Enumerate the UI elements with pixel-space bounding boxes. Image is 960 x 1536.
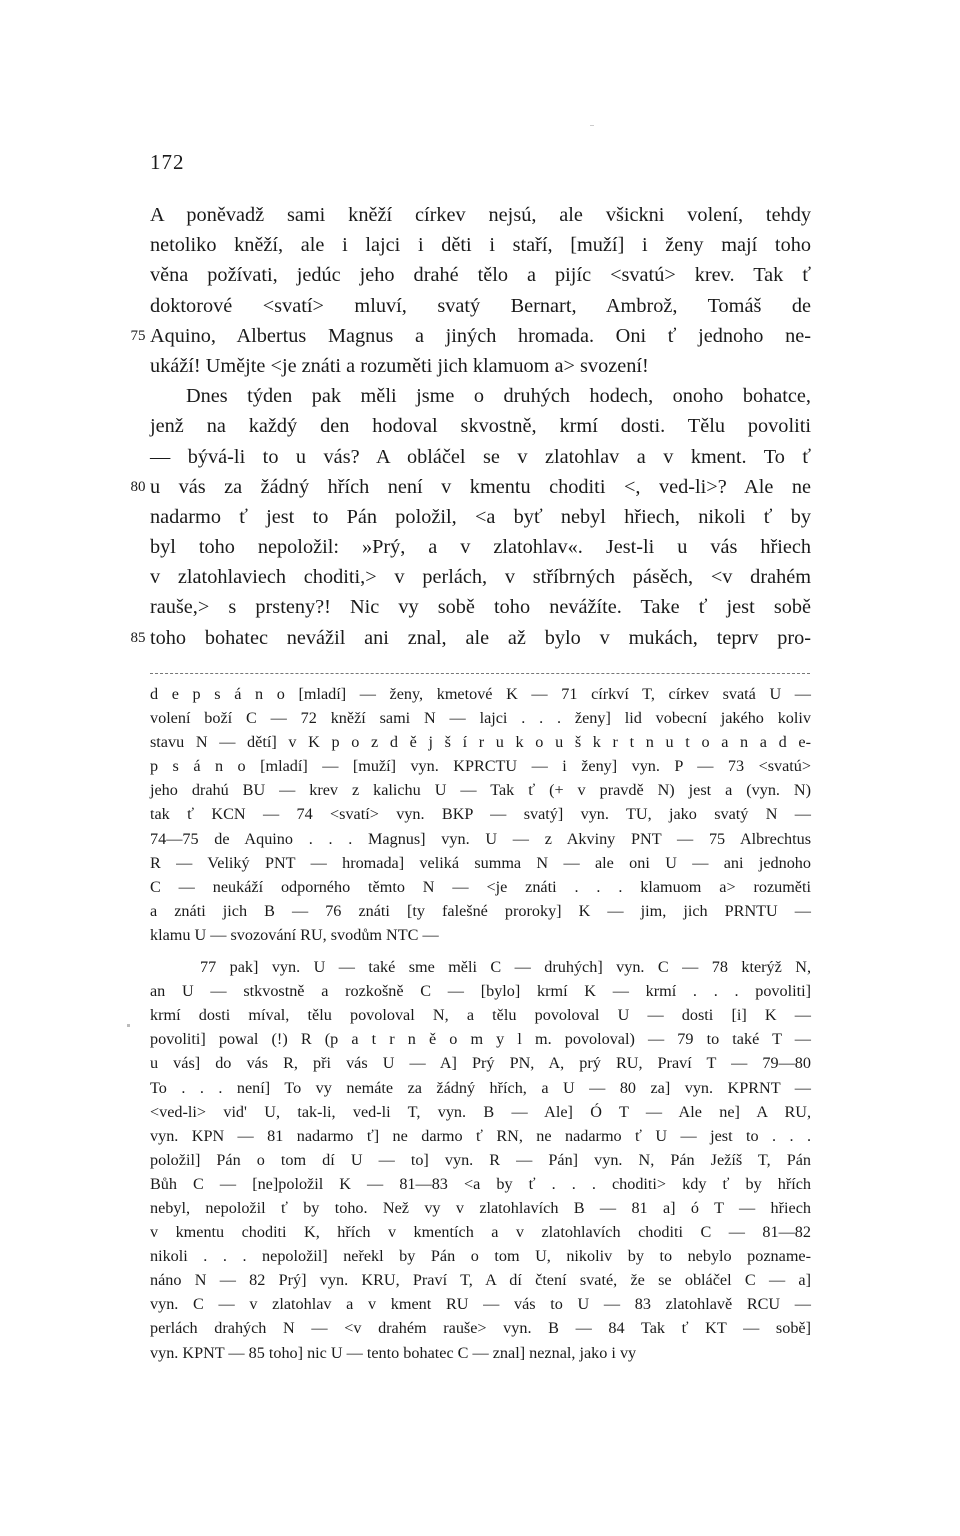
note-line: C — neukáží odporného těmto N — <je znáti . . . klamuom a> rozuměti	[150, 877, 811, 896]
notes-divider	[150, 673, 810, 674]
note-line: <ved-li> vid' U, tak-li, ved-li T, vyn. B — Ale] Ó T — Ale ne] A RU,	[150, 1102, 811, 1121]
note-line: v kmentu choditi K, hřích v kmentích a v zlatohlavích choditi C — 81—82	[150, 1223, 811, 1242]
main-line-text: Aquino, Albertus Magnus a jiných hromada. Oni ť jednoho ne-	[150, 324, 811, 347]
main-line	[150, 230, 811, 260]
main-line	[130, 472, 811, 502]
main-line	[150, 532, 811, 562]
note-line: vyn. KPN — 81 nadarmo ť] ne darmo ť RN, ne nadarmo ť U — jest to . . .	[150, 1126, 811, 1145]
note-line: 74—75 de Aquino . . . Magnus] vyn. U — z Akviny PNT — 75 Albrechtus	[150, 829, 811, 848]
note-line: klamu U — svozování RU, svodům NTC —	[150, 925, 439, 944]
note-line: vyn. KPNT — 85 toho] nic U — tento bohatec C — znal] neznal, jako i vy	[150, 1343, 637, 1362]
main-line	[150, 411, 811, 441]
main-line	[150, 260, 811, 290]
main-line	[150, 200, 811, 230]
note-line: an U — stkvostně a rozkošně C — [bylo] krmí K — krmí . . . povoliti]	[150, 982, 811, 1001]
note-line: 77 pak] vyn. U — také sme měli C — druhých] vyn. C — 78 kterýž N,	[200, 958, 811, 977]
main-line	[150, 381, 811, 411]
note-line: nikoli . . . nepoložil] neřekl by Pán o tom U, nikoliv by to nebylo poznamе-	[150, 1247, 811, 1266]
note-line: d e p s á n o [mladí] — ženy, kmetové K — 71 církví T, církev svatá U —	[150, 685, 811, 703]
note-line: náno N — 82 Prý] vyn. KRU, Praví T, A dí čtení svaté, že se obláčel C — a]	[150, 1271, 811, 1290]
scan-mark	[590, 125, 594, 126]
line-number: 85	[130, 629, 146, 646]
main-line-text: rauše,> s prsteny?! Nic vy sobě toho nevážíte. Take ť jest sobě	[150, 596, 811, 619]
main-line	[130, 321, 811, 351]
main-line	[150, 291, 811, 321]
main-line-text: nadarmo ť jest to Pán položil, <a byť nebyl hřiech, nikoli ť by	[150, 505, 811, 528]
main-line-text: toho bohatec nevážil ani znal, ale až bylo v mukách, teprv pro-	[150, 626, 811, 649]
notes-gap	[150, 947, 811, 955]
note-line: perlách drahých N — <v drahém rauše> vyn. B — 84 Tak ť KT — sobě]	[150, 1319, 811, 1338]
note-line: To . . . není] To vy nemáte za žádný hřích, a U — 80 za] vyn. KPRNT —	[150, 1078, 811, 1097]
note-line: jeho drahú BU — krev z kalichu U — Tak ť (+ v pravdě N) jest a (vyn. N)	[150, 781, 811, 800]
main-line-text: jenž na každý den hodoval skvostně, krmí dosti. Tělu povoliti	[150, 415, 811, 438]
note-line: vyn. C — v zlatohlav a v kment RU — vás to U — 83 zlatohlavě RCU —	[150, 1295, 811, 1314]
main-line-text: věna požívati, jedúc jeho drahé tělo a pijíc <svatú> krev. Tak ť	[150, 264, 811, 287]
main-line	[150, 442, 811, 472]
main-line-text: ukáží! Umějte <je znáti a rozuměti jich klamuom a> svození!	[150, 354, 649, 377]
main-line-text: byl toho nepoložil: »Prý, a v zlatohlav«. Jest-li u vás hřiech	[150, 536, 811, 559]
main-line	[150, 562, 811, 592]
note-line: krmí dosti míval, tělu povoloval N, a tělu povoloval U — dosti [i] K —	[150, 1006, 811, 1025]
main-line	[150, 351, 811, 381]
main-line-text: — bývá-li to u vás? A obláčel se v zlatohlav a v kment. To ť	[150, 445, 811, 468]
note-line: nebyl, nepoložil ť by toho. Než vy v zlatohlavích B — 81 a] ó T — hřiech	[150, 1198, 811, 1217]
main-line-text: u vás za žádný hřích není v kmentu choditi <, ved-li>? Ale ne	[150, 475, 811, 498]
main-text	[130, 200, 811, 653]
main-line	[150, 502, 811, 532]
main-line-text: v zlatohlaviech choditi,> v perlách, v stříbrných pásěch, <v drahém	[150, 566, 811, 589]
note-line: stavu N — dětí] v K p o z d ě j š í r u k o u š k r t n u t o a n a d e-	[150, 733, 811, 752]
main-line-text: Dnes týden pak měli jsme o druhých hodech, onoho bohatce,	[186, 385, 811, 408]
line-number: 80	[130, 478, 146, 495]
note-line: položil] Pán o tom dí U — to] vyn. R — Pán] vyn. N, Pán Ježíš T, Pán	[150, 1150, 811, 1169]
note-line: tak ť KCN — 74 <svatí> vyn. BKP — svatý] vyn. TU, jako svatý N —	[150, 805, 811, 824]
note-line: a znáti jich B — 76 znáti [ty falešné proroky] K — jim, jich PRNTU —	[150, 901, 811, 920]
main-line-text: doktorové <svatí> mluví, svatý Bernart, Ambrož, Tomáš de	[150, 294, 811, 317]
critical-apparatus	[150, 682, 811, 1365]
note-line: u vás] do vás R, při vás U — A] Prý PN, A, prý RU, Praví T — 79—80	[150, 1054, 811, 1073]
note-line: povoliti] powal (!) R (p a t r n ě o m y l m. povoloval) — 79 to také T —	[150, 1030, 811, 1049]
main-line	[150, 592, 811, 622]
note-line: Bůh C — [ne]položil K — 81—83 <a by ť . . . choditi> kdy ť by hřích	[150, 1174, 811, 1193]
note-line: volení boží C — 72 kněží sami N — lajci . . . ženy] lid vobecní jakého koliv	[150, 709, 811, 728]
main-line	[130, 623, 811, 653]
line-number: 75	[130, 327, 146, 344]
main-line-text: netoliko kněží, ale i lajci i děti i staří, [muží] i ženy mají toho	[150, 234, 811, 257]
note-line: R — Veliký PNT — hromada] veliká summa N — ale oni U — ani jednoho	[150, 853, 811, 872]
note-line: p s á n o [mladí] — [muží] vyn. KPRCTU — i ženy] vyn. P — 73 <svatú>	[150, 757, 811, 776]
main-line-text: A poněvadž sami kněží církev nejsú, ale všickni volení, tehdy	[150, 204, 811, 226]
margin-mark	[127, 1024, 130, 1027]
page-number: 172	[150, 150, 185, 174]
